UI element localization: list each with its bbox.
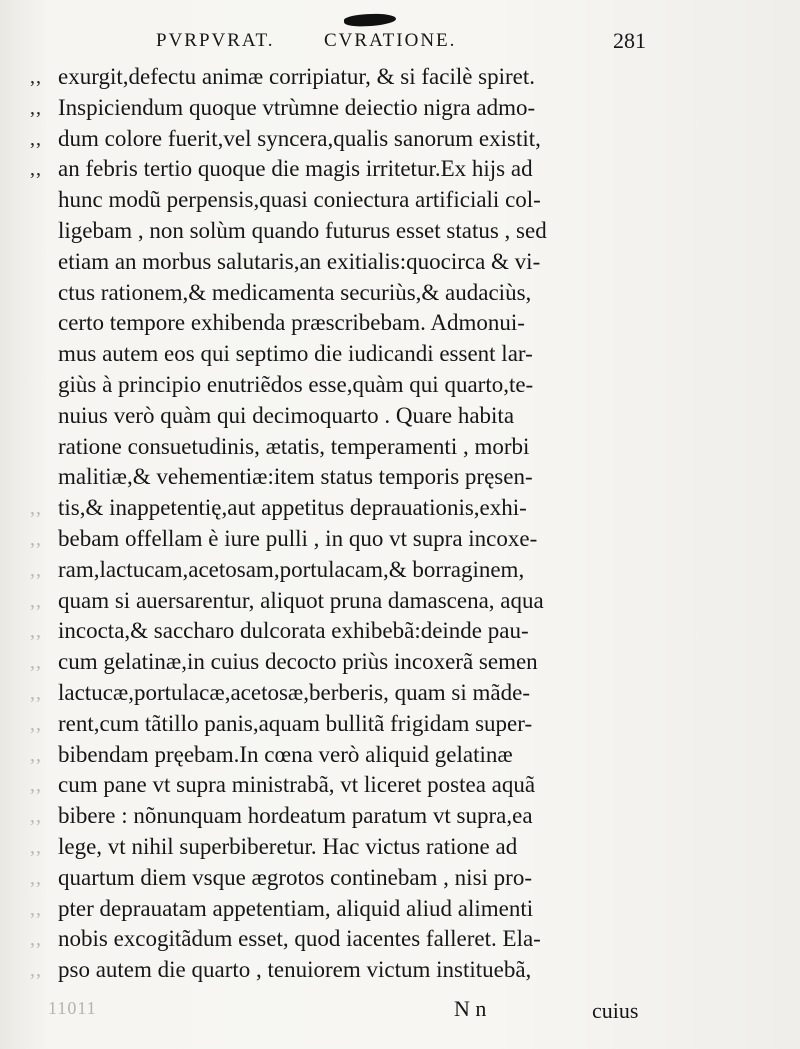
- line-text: hunc modũ perpensis,quasi coniectura artificiali col-: [58, 187, 541, 213]
- text-line: [30, 247, 650, 278]
- line-text: bebam offellam è iure pulli , in quo vt supra incoxe-: [58, 525, 538, 551]
- text-line: [30, 432, 650, 463]
- line-text: quam si auersarentur, aliquot pruna damascena, aqua: [58, 587, 544, 613]
- marginal-quote-mark: ,,: [30, 158, 42, 181]
- line-text: lege, vt nihil superbiberetur. Hac victus ratione ad: [58, 833, 518, 859]
- marginal-quote-mark: ,,: [30, 712, 42, 735]
- marginal-quote-mark: ,,: [30, 866, 42, 889]
- text-line: [30, 955, 650, 986]
- ink-blot: [344, 12, 397, 28]
- marginal-quote-mark: ,,: [30, 897, 42, 920]
- line-text: incocta,& saccharo dulcorata exhibebã:deinde pau-: [58, 618, 529, 644]
- running-head-left: PVRPVRAT.: [156, 30, 275, 51]
- text-line: [30, 308, 650, 339]
- text-line: [30, 832, 650, 863]
- line-text: pter deprauatam appetentiam, aliquid aliud alimenti: [58, 895, 534, 921]
- line-text: ram,lactucam,acetosam,portulacam,& borraginem,: [58, 556, 525, 582]
- line-text: lactucæ,portulacæ,acetosæ,berberis, quam si mãde-: [58, 679, 530, 705]
- line-text: cum gelatinæ,in cuius decocto priùs incoxerã semen: [58, 649, 538, 675]
- text-line: [30, 185, 650, 216]
- line-text: certo tempore exhibenda præscribebam. Admonui-: [58, 310, 525, 336]
- line-text: nobis excogitãdum esset, quod iacentes falleret. Ela-: [58, 926, 541, 952]
- text-line: [30, 678, 650, 709]
- text-line: [30, 278, 650, 309]
- marginal-quote-mark: ,,: [30, 620, 42, 643]
- text-line: [30, 124, 650, 155]
- text-line: [30, 924, 650, 955]
- line-text: Inspiciendum quoque vtrùmne deiectio nigra admo-: [58, 94, 536, 120]
- marginal-quote-mark: ,,: [30, 127, 42, 150]
- line-text: bibendam pręebam.In cœna verò aliquid gelatinæ: [58, 741, 513, 767]
- line-text: ligebam , non solùm quando futurus esset status , sed: [58, 217, 547, 243]
- line-text: malitiæ,& vehementiæ:item status temporis pręsen-: [58, 464, 533, 490]
- text-line: [30, 216, 650, 247]
- line-text: dum colore fuerit,vel syncera,qualis sanorum existit,: [58, 125, 541, 151]
- text-line: [30, 370, 650, 401]
- page-footer: [0, 996, 800, 1030]
- text-line: [30, 462, 650, 493]
- line-text: nuius verò quàm qui decimoquarto . Quare habita: [58, 402, 515, 428]
- text-line: [30, 93, 650, 124]
- running-head: [156, 30, 646, 60]
- line-text: bibere : nõnunquam hordeatum paratum vt supra,ea: [58, 803, 533, 829]
- catchword: cuius: [592, 998, 639, 1023]
- text-line: [30, 616, 650, 647]
- marginal-quote-mark: ,,: [30, 497, 42, 520]
- text-line: [30, 770, 650, 801]
- line-text: rent,cum tãtillo panis,aquam bullitã frigidam super-: [58, 710, 533, 736]
- text-line: [30, 154, 650, 185]
- marginal-quote-mark: ,,: [30, 527, 42, 550]
- text-line: [30, 555, 650, 586]
- line-text: ctus rationem,& medicamenta securiùs,& audaciùs,: [58, 279, 532, 305]
- line-text: tis,& inappetentię,aut appetitus deprauationis,exhi-: [58, 495, 527, 521]
- marginal-quote-mark: ,,: [30, 743, 42, 766]
- main-text: [30, 62, 650, 986]
- marginal-quote-mark: ,,: [30, 681, 42, 704]
- text-line: [30, 709, 650, 740]
- line-text: ratione consuetudinis, ætatis, temperamenti , morbi: [58, 433, 530, 459]
- page-number: 281: [613, 28, 646, 53]
- signature-mark: N n: [454, 996, 487, 1021]
- line-text: quartum diem vsque ægrotos continebam , nisi pro-: [58, 864, 532, 890]
- text-line: [30, 863, 650, 894]
- text-line: [30, 740, 650, 771]
- marginal-quote-mark: ,,: [30, 589, 42, 612]
- line-text: mus autem eos qui septimo die iudicandi essent lar-: [58, 341, 533, 367]
- text-line: [30, 493, 650, 524]
- line-text: exurgit,defectu animæ corripiatur, & si facilè spiret.: [58, 64, 536, 89]
- marginal-quote-mark: ,,: [30, 774, 42, 797]
- marginal-quote-mark: ,,: [30, 835, 42, 858]
- line-text: etiam an morbus salutaris,an exitialis:quocirca & vi-: [58, 248, 541, 274]
- line-text: pso autem die quarto , tenuiorem victum instituebã,: [58, 957, 532, 983]
- text-line: [30, 62, 650, 93]
- text-line: [30, 524, 650, 555]
- folio-mark: 11011: [48, 998, 97, 1018]
- line-text: an febris tertio quoque die magis irritetur.Ex hijs ad: [58, 156, 533, 182]
- marginal-quote-mark: ,,: [30, 558, 42, 581]
- text-line: [30, 586, 650, 617]
- marginal-quote-mark: ,,: [30, 66, 42, 88]
- text-line: [30, 401, 650, 432]
- text-line: [30, 339, 650, 370]
- line-text: cum pane vt supra ministrabã, vt liceret postea aquã: [58, 772, 536, 798]
- running-head-center: CVRATIONE.: [324, 30, 457, 51]
- marginal-quote-mark: ,,: [30, 651, 42, 674]
- line-text: giùs à principio enutriẽdos esse,quàm qui quarto,te-: [58, 371, 534, 397]
- marginal-quote-mark: ,,: [30, 96, 42, 119]
- marginal-quote-mark: ,,: [30, 928, 42, 951]
- marginal-quote-mark: ,,: [30, 805, 42, 828]
- text-line: [30, 894, 650, 925]
- marginal-quote-mark: ,,: [30, 959, 42, 982]
- text-line: [30, 801, 650, 832]
- text-line: [30, 647, 650, 678]
